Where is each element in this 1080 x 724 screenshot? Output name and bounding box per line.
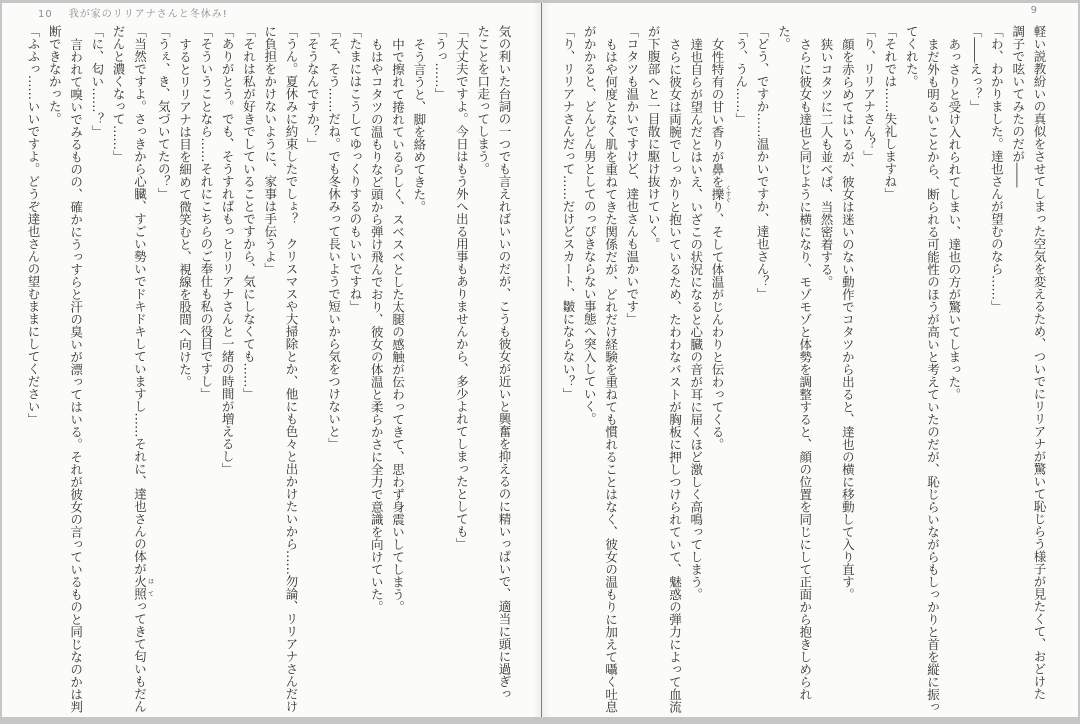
- text-line: てくれた。: [904, 25, 920, 88]
- text-line: 中で擦れて捲れているらしく、スベスベとした太腿の感触が伝わってきて、思わず身震いしてしまう。: [390, 37, 406, 613]
- text-line: 「に、匂い……？」: [89, 25, 105, 138]
- running-title: 我が家のリリアナさんと冬休み!: [68, 9, 228, 20]
- text-line: 「そうなんですか？」: [305, 25, 321, 150]
- text-line: だんと濃くなって……」: [111, 25, 127, 163]
- page-text-left: [23, 25, 515, 724]
- text-line: 「うっ……」: [433, 25, 449, 100]
- page-number-left: 10: [38, 9, 53, 20]
- text-line: 「うぇ、き、気づいてたの？」: [156, 25, 172, 200]
- text-line: 「り、リリアナさんだって……だけどスカート、皺にならない？」: [560, 25, 576, 400]
- page-left[interactable]: [2, 3, 541, 717]
- page-right[interactable]: [542, 3, 1078, 717]
- text-line: 「わ、わかりました。達也さんが望むのなら……」: [989, 25, 1005, 313]
- text-line: 狭いコタツに二人も並べば、当然密着する。: [819, 37, 835, 288]
- text-line: が下腹部へと一目散に駆け抜けていく。: [646, 25, 662, 250]
- text-line: 調子で呟いてみたのだが――: [1010, 25, 1026, 188]
- text-line: 気の利いた台詞の一つでも言えればいいのだが、こうも彼女が近いと興奮を抑えるのに精いっぱいで、適当に頭に過ぎっ: [497, 25, 512, 700]
- page-text-right: [558, 25, 1050, 724]
- text-line: たことを口走ってしまう。: [475, 25, 491, 175]
- text-line: 「り、リリアナさん？」: [861, 25, 877, 163]
- running-head-right: [1031, 5, 1038, 16]
- text-line: 「そ、そう……だね。でも冬休みって長いようで短いから気をつけないと」: [326, 25, 342, 450]
- text-line: 「コタツも温かいですけど、達也さんも温かいです」: [624, 25, 640, 325]
- text-line: 「ありがとう。でも、そうすればもっとリリアナさんと一緒の時間が増えるし」: [220, 25, 236, 475]
- text-line: 「う、うん……」: [733, 25, 749, 125]
- gutter-shadow-left: [533, 3, 541, 717]
- text-line: 「大丈夫ですよ。今日はもう外へ出る用事もありませんから、多少よれてしまったとしても」: [454, 25, 470, 550]
- running-head-left: [38, 5, 228, 20]
- book-spread: [2, 3, 1078, 717]
- text-line: 「そういうことなら……それにこちらのご奉仕も私の役目ですし」: [198, 25, 214, 400]
- text-line: 「ふふっ……いいですよ。どうぞ達也さんの望むままにしてください」: [25, 25, 41, 425]
- text-line: まだ外も明るいことから、断られる可能性のほうが高いと考えていたのだが、恥じらいながらもしっかりと首を縦に振っ: [925, 37, 941, 713]
- text-line: 「それでは……失礼しますね」: [882, 25, 898, 200]
- text-line: 言われて嗅いでみるものの、確かにうっすらと汗の臭いが漂ってはいる。それが彼女の言っているものと同じなのかは判: [68, 37, 84, 713]
- text-line: 女性特有の甘い香りが鼻を擽 くすぐり、そして体温がじんわりと伝わってくる。: [710, 37, 732, 450]
- text-line: 顔を赤らめてはいるが、彼女は迷いのない動作でコタツから出ると、達也の横に移動して入り直す。: [840, 37, 856, 600]
- text-line: がかかると、どんどん男としてのっぴきならない事態へ突入していく。: [582, 25, 598, 425]
- text-line: するとリリアナは目を細めて微笑むと、視線を股間へ向けた。: [177, 37, 193, 388]
- text-line: 「うん。夏休みに約束したでしょ？ クリスマスや大掃除とか、他にも色々と出かけたいから……勿論、リリアナさんだけ: [284, 25, 300, 713]
- text-line: さらに彼女は両腕でしっかりと抱いているため、たわわなバストが胸板に押しつけられていて、魅惑の弾力によって血流: [667, 37, 683, 713]
- text-line: 「たまにはこうしてゆっくりするのもいいですね」: [347, 25, 363, 313]
- page-number-right: 9: [1030, 5, 1038, 16]
- text-line: 「どう、ですか……温かいですか、達也さん？」: [755, 25, 771, 300]
- text-line: 「――えっ？」: [968, 25, 984, 113]
- text-line: あっさりと受け入れられてしまい、達也の方が驚いてしまった。: [946, 37, 962, 400]
- text-line: 軽い説教紛いの真似をさせてしまった空気を変えるため、ついでにリリアナが驚いて恥じらう様子が見たくて、おどけた: [1032, 25, 1047, 700]
- text-line: 断できなかった。: [47, 25, 63, 125]
- text-line: 「当然ですよ。さっきから心臓、すごい勢いでドキドキしていますし……それに、達也さんの体が火照 ほてってきて匂いもだん: [132, 25, 154, 713]
- text-line: もはやコタツの温もりなど頭から弾け飛んでおり、彼女の体温と柔らかさに全力で意識を向けていた。: [369, 37, 385, 613]
- text-line: 達也自らが望んだとはいえ、いざこの状況になると心臓の音が耳に届くほど激しく高鳴ってしまう。: [688, 37, 704, 600]
- text-line: に負担をかけないように、家事は手伝うよ」: [262, 25, 278, 275]
- text-line: そう言うと、脚を絡めてきた。: [411, 37, 427, 213]
- text-line: もはや何度となく肌を重ねてきた関係だが、どれだけ経験を重ねても慣れることはなく、彼女の温もりに加えて囁く吐息: [603, 37, 619, 713]
- text-line: た。: [776, 25, 792, 50]
- text-line: 「それは私が好きでしていることですから、気にしなくても……」: [241, 25, 257, 400]
- text-line: さらに彼女も達也と同じように横になり、モゾモゾと体勢を調整すると、顔の位置を同じにして正面から抱きしめられ: [797, 37, 813, 700]
